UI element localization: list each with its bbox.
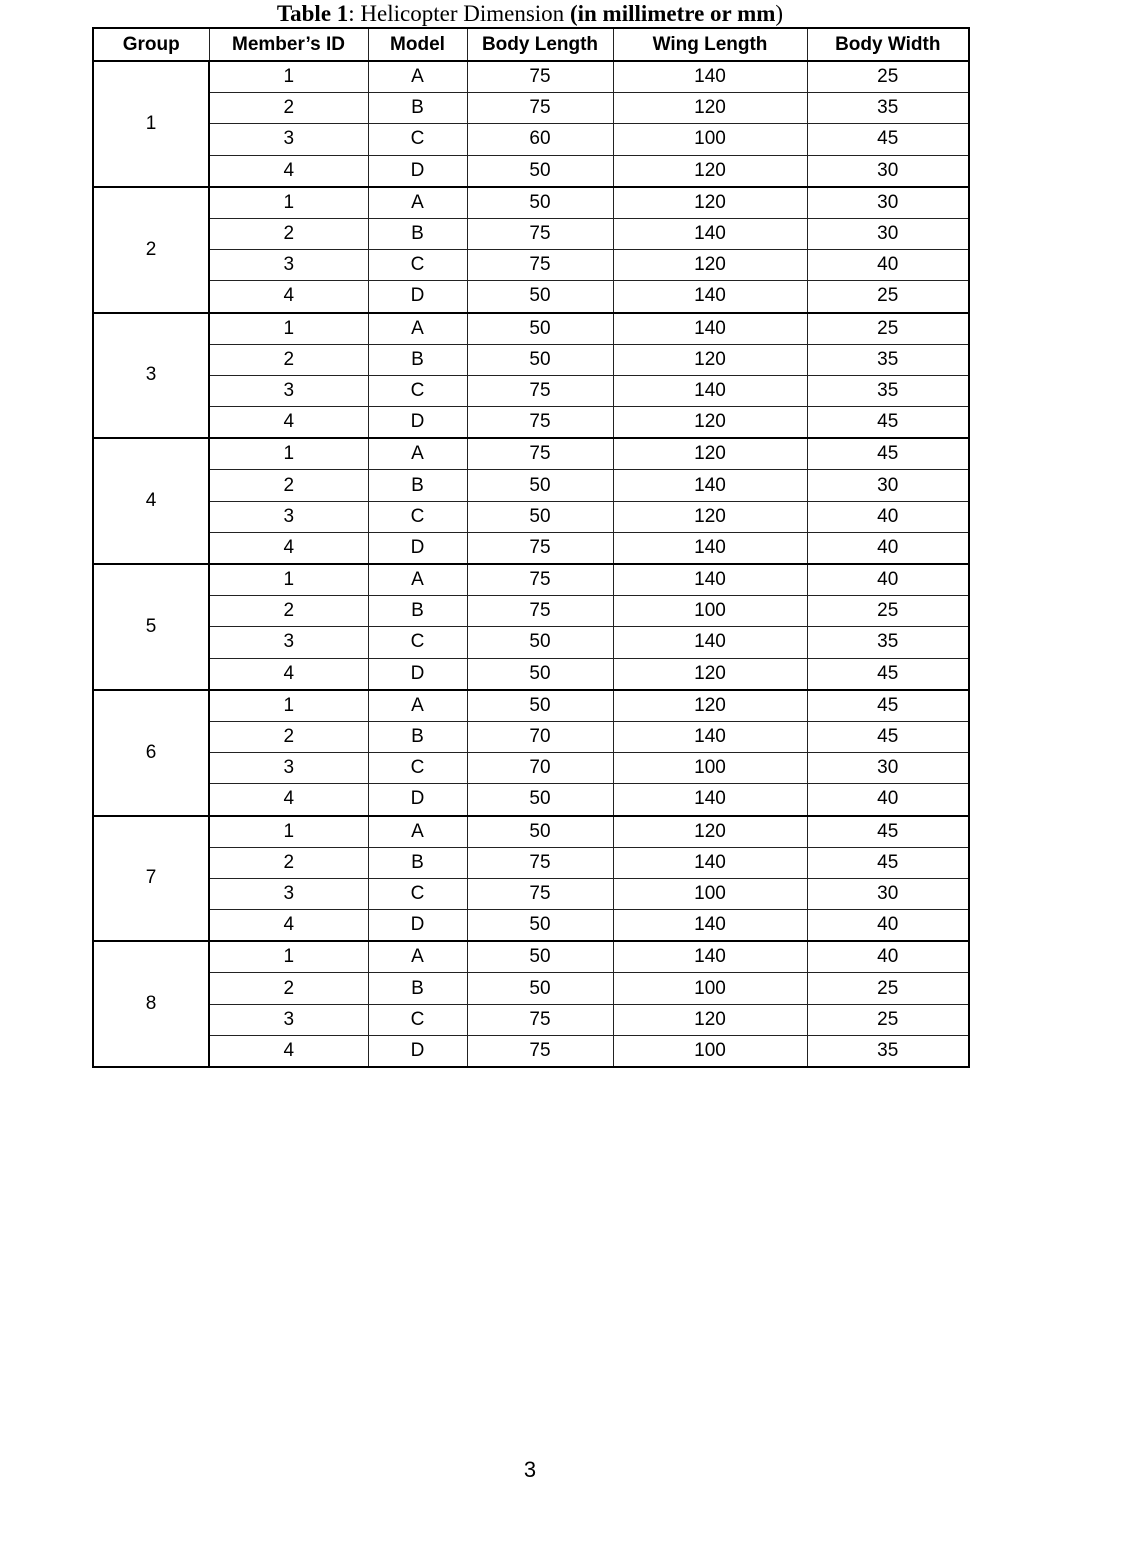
wing-length-cell: 120 [613, 658, 807, 690]
column-header-model: Model [368, 28, 467, 61]
model-cell: D [368, 155, 467, 187]
wing-length-cell: 120 [613, 187, 807, 219]
wing-length-cell: 140 [613, 532, 807, 564]
table-row [93, 784, 969, 816]
body-length-cell: 50 [467, 658, 613, 690]
body-width-cell: 25 [807, 1004, 969, 1035]
member-id-cell: 2 [209, 470, 368, 501]
model-cell: D [368, 281, 467, 313]
body-width-cell: 45 [807, 847, 969, 878]
model-cell: C [368, 124, 467, 155]
member-id-cell: 3 [209, 124, 368, 155]
body-length-cell: 50 [467, 690, 613, 722]
helicopter-dimension-table [92, 27, 970, 1068]
wing-length-cell: 120 [613, 250, 807, 281]
model-cell: C [368, 753, 467, 784]
member-id-cell: 1 [209, 313, 368, 345]
table-row [93, 564, 969, 596]
caption-separator: : [348, 1, 361, 26]
member-id-cell: 4 [209, 1035, 368, 1067]
member-id-cell: 4 [209, 532, 368, 564]
member-id-cell: 3 [209, 1004, 368, 1035]
member-id-cell: 4 [209, 281, 368, 313]
wing-length-cell: 120 [613, 155, 807, 187]
model-cell: C [368, 501, 467, 532]
table-row [93, 1004, 969, 1035]
body-width-cell: 35 [807, 375, 969, 406]
body-width-cell: 30 [807, 753, 969, 784]
body-length-cell: 75 [467, 596, 613, 627]
member-id-cell: 2 [209, 218, 368, 249]
table-row [93, 941, 969, 973]
member-id-cell: 1 [209, 690, 368, 722]
table-row [93, 124, 969, 155]
model-cell: A [368, 61, 467, 93]
model-cell: B [368, 218, 467, 249]
wing-length-cell: 120 [613, 690, 807, 722]
wing-length-cell: 140 [613, 721, 807, 752]
body-length-cell: 50 [467, 155, 613, 187]
body-width-cell: 45 [807, 407, 969, 439]
body-width-cell: 25 [807, 596, 969, 627]
member-id-cell: 2 [209, 847, 368, 878]
body-width-cell: 45 [807, 816, 969, 848]
wing-length-cell: 120 [613, 816, 807, 848]
table-row [93, 910, 969, 942]
wing-length-cell: 100 [613, 1035, 807, 1067]
body-length-cell: 50 [467, 784, 613, 816]
member-id-cell: 1 [209, 438, 368, 470]
body-length-cell: 75 [467, 250, 613, 281]
model-cell: D [368, 658, 467, 690]
body-length-cell: 50 [467, 816, 613, 848]
member-id-cell: 3 [209, 627, 368, 658]
table-row [93, 1035, 969, 1067]
table-row [93, 532, 969, 564]
body-length-cell: 75 [467, 1004, 613, 1035]
member-id-cell: 1 [209, 816, 368, 848]
group-cell: 3 [93, 313, 209, 439]
group-cell: 4 [93, 438, 209, 564]
model-cell: B [368, 973, 467, 1004]
member-id-cell: 1 [209, 61, 368, 93]
member-id-cell: 3 [209, 878, 368, 909]
model-cell: D [368, 784, 467, 816]
member-id-cell: 2 [209, 596, 368, 627]
wing-length-cell: 120 [613, 344, 807, 375]
caption-title: Helicopter Dimension [360, 1, 570, 26]
model-cell: A [368, 941, 467, 973]
member-id-cell: 3 [209, 501, 368, 532]
wing-length-cell: 140 [613, 281, 807, 313]
body-length-cell: 75 [467, 564, 613, 596]
body-length-cell: 75 [467, 878, 613, 909]
body-width-cell: 35 [807, 93, 969, 124]
wing-length-cell: 140 [613, 627, 807, 658]
member-id-cell: 4 [209, 407, 368, 439]
wing-length-cell: 100 [613, 878, 807, 909]
member-id-cell: 2 [209, 973, 368, 1004]
member-id-cell: 1 [209, 941, 368, 973]
body-width-cell: 40 [807, 564, 969, 596]
wing-length-cell: 140 [613, 313, 807, 345]
model-cell: B [368, 596, 467, 627]
column-header-group: Group [93, 28, 209, 61]
body-width-cell: 45 [807, 658, 969, 690]
member-id-cell: 4 [209, 784, 368, 816]
member-id-cell: 3 [209, 250, 368, 281]
table-row [93, 407, 969, 439]
wing-length-cell: 100 [613, 753, 807, 784]
table-row [93, 753, 969, 784]
wing-length-cell: 100 [613, 124, 807, 155]
body-width-cell: 40 [807, 941, 969, 973]
table-row [93, 218, 969, 249]
table-row [93, 470, 969, 501]
model-cell: B [368, 93, 467, 124]
table-row [93, 690, 969, 722]
wing-length-cell: 120 [613, 93, 807, 124]
column-header-wing-length: Wing Length [613, 28, 807, 61]
body-width-cell: 30 [807, 218, 969, 249]
model-cell: C [368, 250, 467, 281]
body-width-cell: 35 [807, 627, 969, 658]
body-length-cell: 50 [467, 627, 613, 658]
body-width-cell: 30 [807, 187, 969, 219]
group-cell: 7 [93, 816, 209, 942]
model-cell: D [368, 910, 467, 942]
model-cell: A [368, 816, 467, 848]
table-row [93, 281, 969, 313]
body-length-cell: 75 [467, 61, 613, 93]
body-width-cell: 35 [807, 1035, 969, 1067]
wing-length-cell: 140 [613, 218, 807, 249]
table-row [93, 61, 969, 93]
body-length-cell: 50 [467, 313, 613, 345]
body-width-cell: 35 [807, 344, 969, 375]
body-width-cell: 25 [807, 973, 969, 1004]
wing-length-cell: 120 [613, 1004, 807, 1035]
model-cell: B [368, 344, 467, 375]
member-id-cell: 1 [209, 564, 368, 596]
column-header-member-id: Member’s ID [209, 28, 368, 61]
body-width-cell: 25 [807, 281, 969, 313]
member-id-cell: 1 [209, 187, 368, 219]
body-width-cell: 45 [807, 690, 969, 722]
model-cell: A [368, 564, 467, 596]
table-row [93, 627, 969, 658]
table-row [93, 187, 969, 219]
member-id-cell: 3 [209, 753, 368, 784]
group-cell: 1 [93, 61, 209, 187]
caption-unit: in millimetre or mm [577, 1, 776, 26]
group-cell: 6 [93, 690, 209, 816]
body-length-cell: 75 [467, 407, 613, 439]
model-cell: D [368, 532, 467, 564]
body-length-cell: 50 [467, 344, 613, 375]
wing-length-cell: 140 [613, 784, 807, 816]
caption-unit-close: ) [775, 1, 784, 26]
body-length-cell: 50 [467, 187, 613, 219]
wing-length-cell: 140 [613, 847, 807, 878]
body-width-cell: 45 [807, 124, 969, 155]
member-id-cell: 3 [209, 375, 368, 406]
table-row [93, 816, 969, 848]
model-cell: D [368, 407, 467, 439]
body-length-cell: 70 [467, 721, 613, 752]
body-length-cell: 75 [467, 375, 613, 406]
body-length-cell: 75 [467, 847, 613, 878]
member-id-cell: 2 [209, 721, 368, 752]
body-width-cell: 40 [807, 532, 969, 564]
table-caption [92, 0, 968, 28]
column-header-body-width: Body Width [807, 28, 969, 61]
member-id-cell: 4 [209, 910, 368, 942]
wing-length-cell: 100 [613, 596, 807, 627]
body-width-cell: 45 [807, 721, 969, 752]
table-row [93, 344, 969, 375]
table-row [93, 250, 969, 281]
model-cell: A [368, 187, 467, 219]
table-row [93, 878, 969, 909]
body-width-cell: 25 [807, 61, 969, 93]
table-row [93, 658, 969, 690]
table-row [93, 847, 969, 878]
body-width-cell: 40 [807, 910, 969, 942]
model-cell: B [368, 721, 467, 752]
body-length-cell: 70 [467, 753, 613, 784]
table-row [93, 596, 969, 627]
table-row [93, 501, 969, 532]
body-width-cell: 45 [807, 438, 969, 470]
column-header-body-length: Body Length [467, 28, 613, 61]
body-width-cell: 30 [807, 878, 969, 909]
body-length-cell: 75 [467, 438, 613, 470]
table-row [93, 721, 969, 752]
page-number: 3 [523, 1457, 537, 1482]
body-width-cell: 40 [807, 501, 969, 532]
table-body [93, 61, 969, 1067]
table-row [93, 973, 969, 1004]
wing-length-cell: 120 [613, 501, 807, 532]
wing-length-cell: 140 [613, 375, 807, 406]
member-id-cell: 4 [209, 155, 368, 187]
caption-label: Table 1 [276, 1, 349, 26]
group-cell: 8 [93, 941, 209, 1067]
body-length-cell: 50 [467, 501, 613, 532]
wing-length-cell: 140 [613, 470, 807, 501]
wing-length-cell: 140 [613, 564, 807, 596]
body-length-cell: 50 [467, 910, 613, 942]
model-cell: C [368, 878, 467, 909]
model-cell: C [368, 1004, 467, 1035]
table-row [93, 313, 969, 345]
caption-unit-open: ( [569, 1, 578, 26]
body-length-cell: 50 [467, 973, 613, 1004]
wing-length-cell: 120 [613, 407, 807, 439]
wing-length-cell: 140 [613, 941, 807, 973]
body-width-cell: 30 [807, 470, 969, 501]
member-id-cell: 4 [209, 658, 368, 690]
group-cell: 2 [93, 187, 209, 313]
model-cell: A [368, 690, 467, 722]
body-length-cell: 50 [467, 941, 613, 973]
member-id-cell: 2 [209, 93, 368, 124]
group-cell: 5 [93, 564, 209, 690]
body-width-cell: 40 [807, 250, 969, 281]
table-row [93, 93, 969, 124]
body-length-cell: 75 [467, 532, 613, 564]
model-cell: C [368, 375, 467, 406]
wing-length-cell: 140 [613, 910, 807, 942]
body-length-cell: 50 [467, 470, 613, 501]
table-row [93, 438, 969, 470]
table-row [93, 375, 969, 406]
member-id-cell: 2 [209, 344, 368, 375]
wing-length-cell: 120 [613, 438, 807, 470]
model-cell: B [368, 470, 467, 501]
model-cell: D [368, 1035, 467, 1067]
body-length-cell: 60 [467, 124, 613, 155]
body-length-cell: 75 [467, 93, 613, 124]
table-row [93, 155, 969, 187]
wing-length-cell: 100 [613, 973, 807, 1004]
body-length-cell: 75 [467, 218, 613, 249]
model-cell: A [368, 438, 467, 470]
model-cell: A [368, 313, 467, 345]
model-cell: B [368, 847, 467, 878]
wing-length-cell: 140 [613, 61, 807, 93]
body-length-cell: 50 [467, 281, 613, 313]
body-width-cell: 25 [807, 313, 969, 345]
body-width-cell: 30 [807, 155, 969, 187]
body-width-cell: 40 [807, 784, 969, 816]
body-length-cell: 75 [467, 1035, 613, 1067]
model-cell: C [368, 627, 467, 658]
header-row [93, 28, 969, 61]
